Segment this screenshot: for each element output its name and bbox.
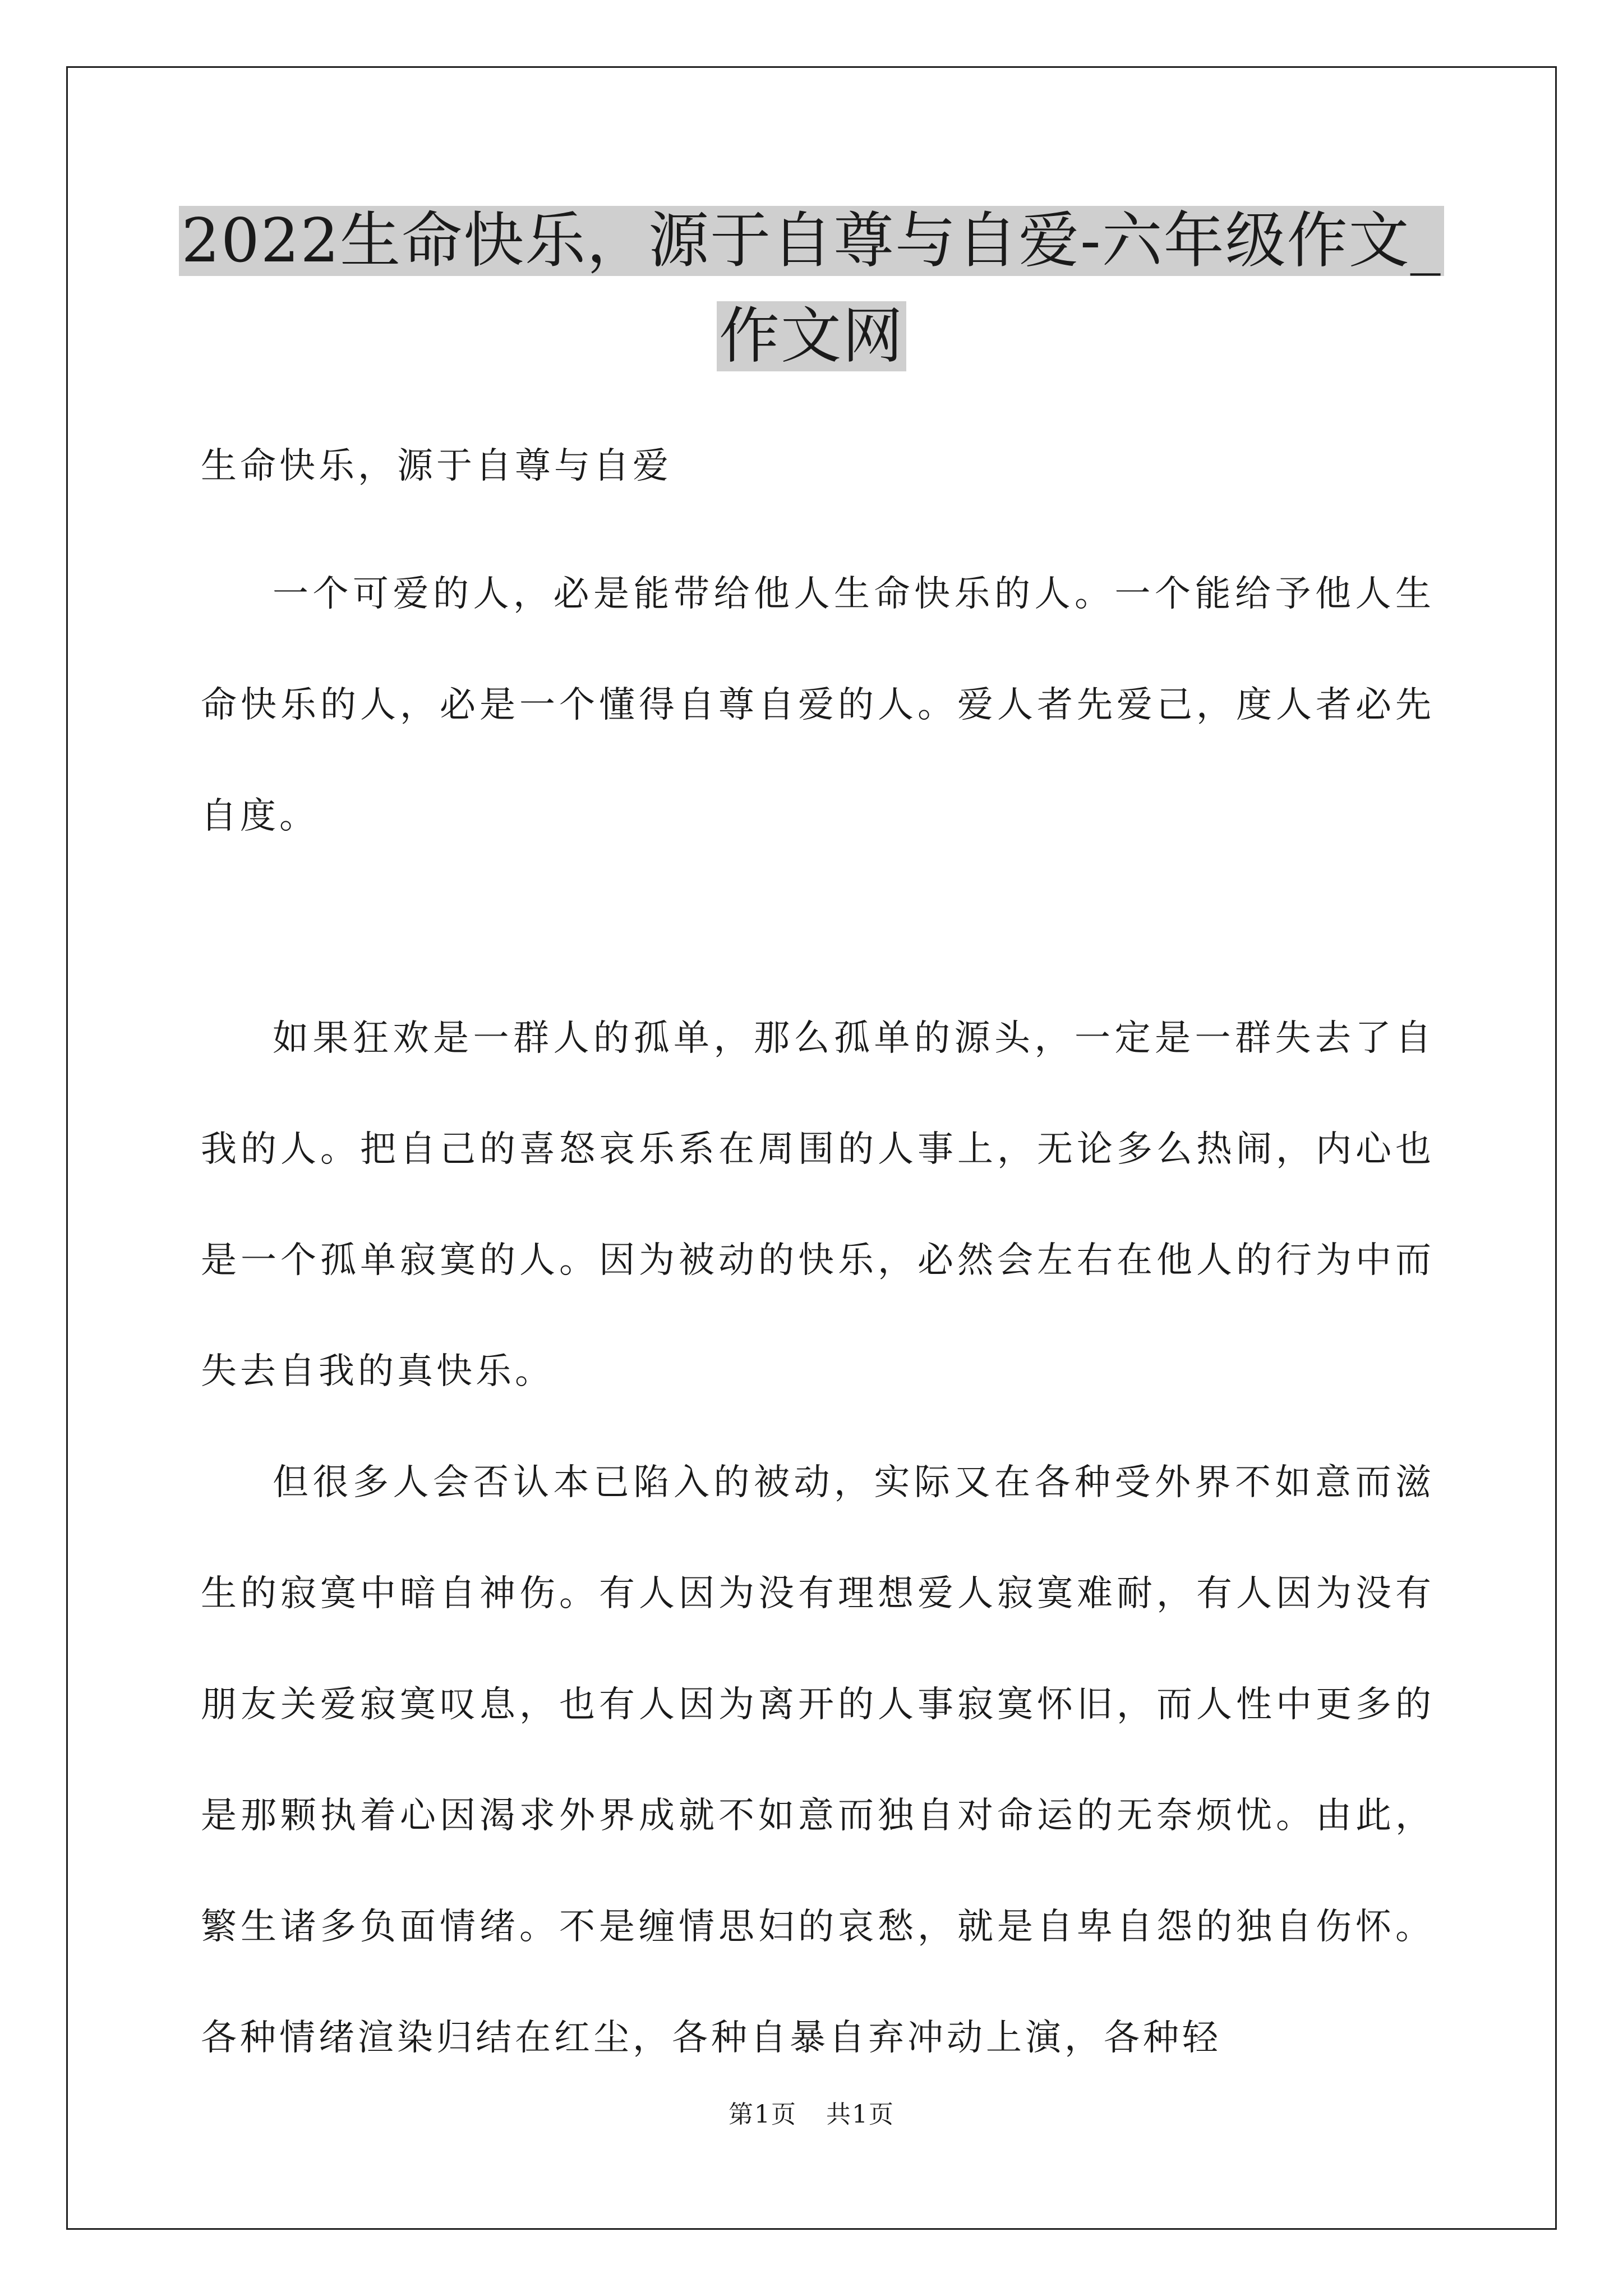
paragraph-gap [201, 872, 1435, 983]
document-body [201, 539, 1435, 2093]
title-line-1: 2022生命快乐，源于自尊与自爱-六年级作文_ [179, 206, 1444, 276]
paragraph-1: 一个可爱的人，必是能带给他人生命快乐的人。一个能给予他人生命快乐的人，必是一个懂得自尊自爱的人。爱人者先爱己，度人者必先自度。 [201, 573, 1435, 837]
paragraph-2: 如果狂欢是一群人的孤单，那么孤单的源头，一定是一群失去了自我的人。把自己的喜怒哀乐系在周围的人事上，无论多么热闹，内心也是一个孤单寂寞的人。因为被动的快乐，必然会左右在他人的行为中而失去自我的真快乐。 [201, 1018, 1435, 1392]
document-title [112, 194, 1511, 384]
footer-page-number: 第1页 [728, 2100, 797, 2129]
page-footer [0, 2098, 1623, 2132]
paragraph-3: 但很多人会否认本已陷入的被动，实际又在各种受外界不如意而滋生的寂寞中暗自神伤。有人因为没有理想爱人寂寞难耐，有人因为没有朋友关爱寂寞叹息，也有人因为离开的人事寂寞怀旧，而人性中更多的是那颗执着心因渴求外界成就不如意而独自对命运的无奈烦忧。由此，繁生诸多负面情绪。不是缠情思妇的哀愁，就是自卑自怨的独自伤怀。各种情绪渲染归结在红尘，各种自暴自弃冲动上演，各种轻 [201, 1462, 1435, 2059]
title-line-2: 作文网 [717, 301, 906, 371]
footer-page-total: 共1页 [826, 2100, 895, 2129]
document-subtitle: 生命快乐，源于自尊与自爱 [201, 445, 672, 487]
